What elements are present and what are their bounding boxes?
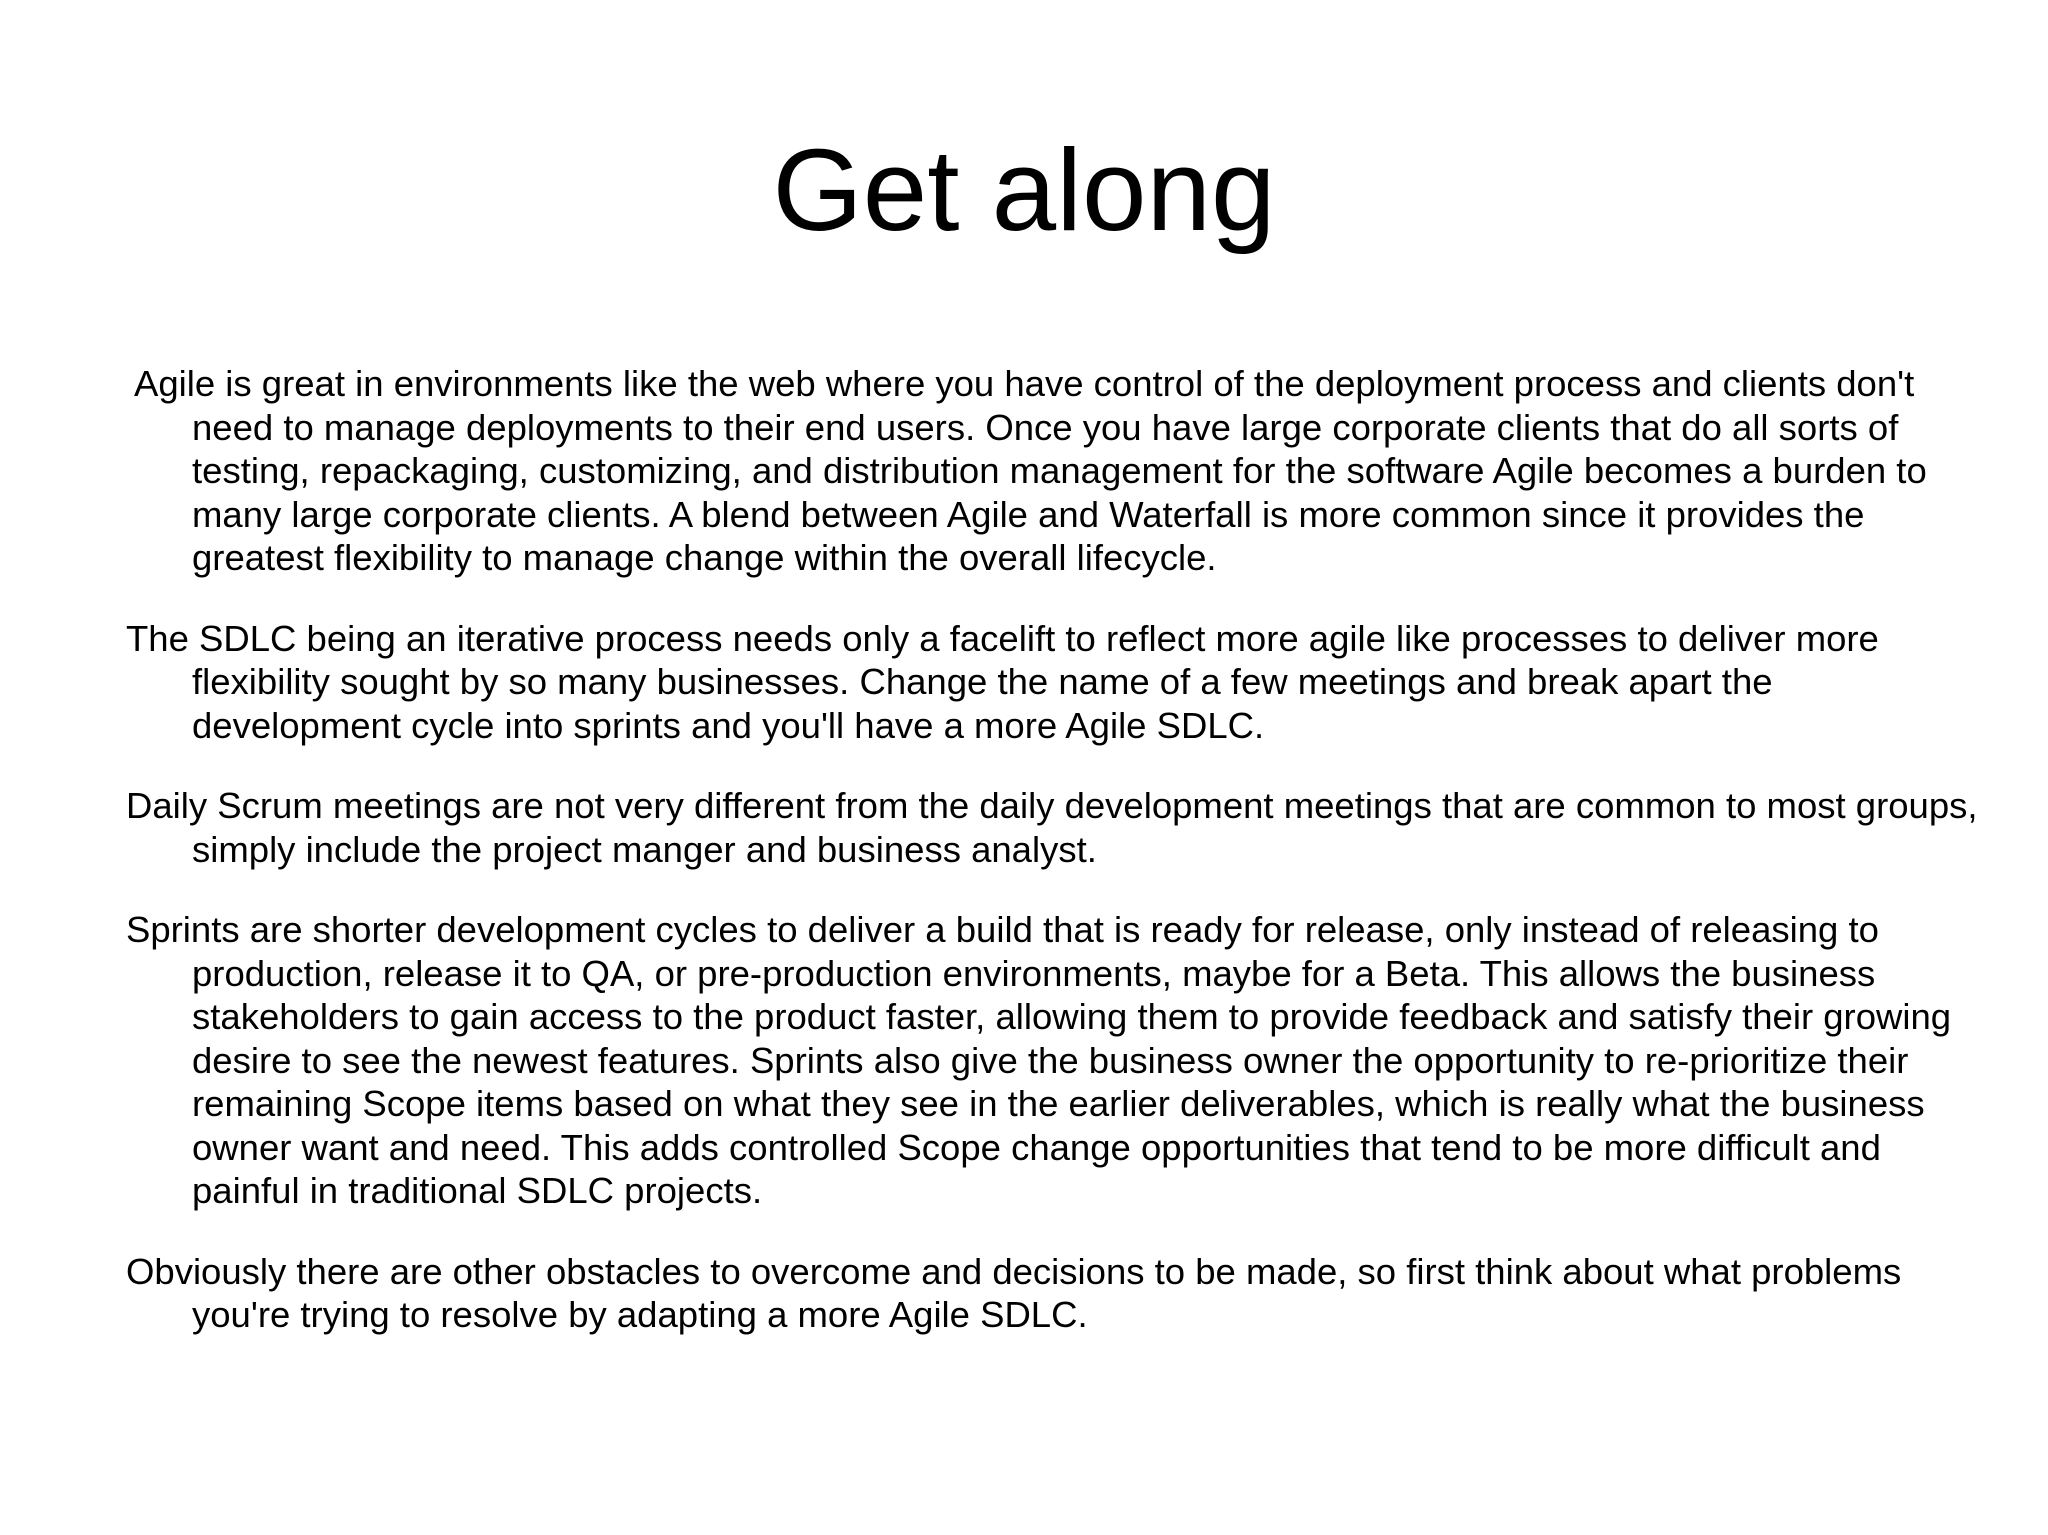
paragraph-obstacles: Obviously there are other obstacles to overcome and decisions to be made, so first think about what problems you're trying to resolve by adapting a more Agile SDLC. (126, 1250, 1902, 1335)
paragraph-sdlc-iterative: The SDLC being an iterative process needs only a facelift to reflect more agile like processes to deliver more flexibility sought by so many businesses. Change the name of a few meetings and break apart the development cycle into sprints and you'll have a more Agile SDLC. (126, 617, 1879, 746)
slide-title: Get along (772, 125, 1276, 255)
paragraph-daily-scrum: Daily Scrum meetings are not very different from the daily development meetings that are common to most groups, simply include the project manger and business analyst. (126, 785, 1978, 870)
slide-body (126, 362, 1986, 1374)
paragraph-agile-environments: Agile is great in environments like the web where you have control of the deployment process and clients don't need to manage deployments to their end users. Once you have large corporate clients that do all sorts of testing, repackaging, customizing, and distribution management for the software Agile becomes a burden to many large corporate clients. A blend between Agile and Waterfall is more common since it provides the greatest flexibility to manage change within the overall lifecycle. (134, 363, 1927, 578)
paragraph-sprints: Sprints are shorter development cycles to deliver a build that is ready for release, only instead of releasing to production, release it to QA, or pre-production environments, maybe for a Beta. This allows the business stakeholders to gain access to the product faster, allowing them to provide feedback and satisfy their growing desire to see the newest features. Sprints also give the business owner the opportunity to re-prioritize their remaining Scope items based on what they see in the earlier deliverables, which is really what the business owner want and need. This adds controlled Scope change opportunities that tend to be more difficult and painful in traditional SDLC projects. (126, 909, 1952, 1211)
